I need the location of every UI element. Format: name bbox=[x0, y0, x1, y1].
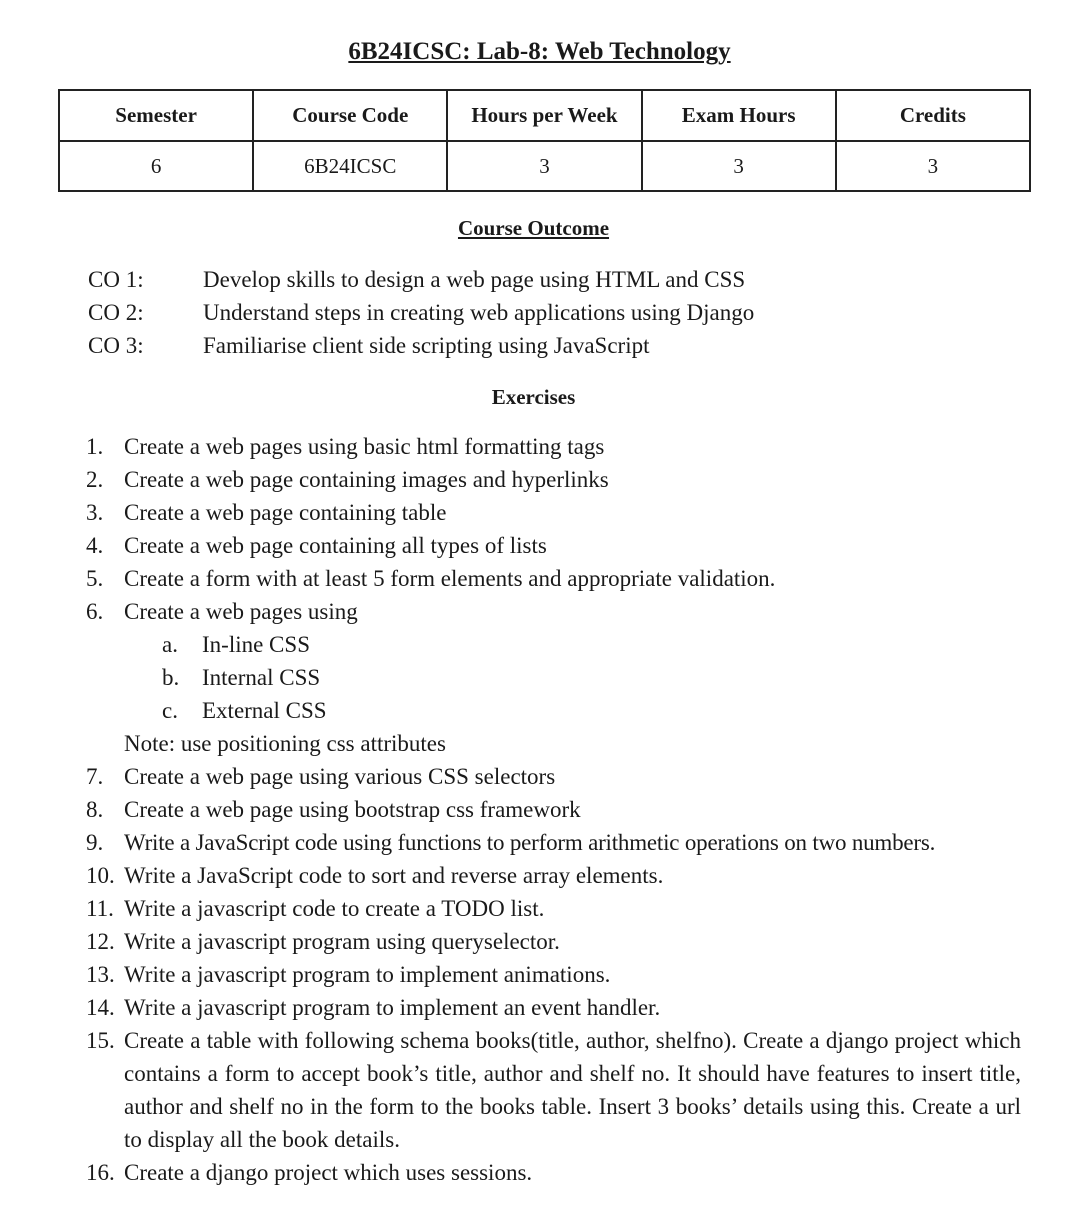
exercises-heading bbox=[0, 385, 1079, 410]
exercises-heading-text: Exercises bbox=[491, 385, 576, 409]
sub-list-item bbox=[86, 694, 1021, 727]
exercise-text: Write a JavaScript code to sort and reverse array elements. bbox=[124, 863, 664, 888]
exercise-text: Create a table with following schema books(title, author, shelfno). Create a django project which contains a form to accept book’s title, author and shelf no. It should have features to insert title, author and shelf no in the form to the books table. Insert 3 books’ details using this. Create a url to display all the book details. bbox=[124, 1028, 1021, 1152]
value-semester: 6 bbox=[59, 141, 253, 191]
list-item bbox=[86, 859, 1021, 892]
exercise-number: 11. bbox=[86, 896, 114, 921]
sub-list-item bbox=[86, 628, 1021, 661]
co-label: CO 1: bbox=[88, 266, 144, 292]
sub-item-text: Internal CSS bbox=[202, 665, 321, 690]
exercise-number: 5. bbox=[86, 566, 104, 591]
header-course-code: Course Code bbox=[253, 90, 447, 141]
exercise-number: 7. bbox=[86, 764, 104, 789]
list-item bbox=[86, 760, 1021, 793]
list-item bbox=[86, 595, 1021, 628]
course-outcome-heading-text: Course Outcome bbox=[457, 216, 610, 240]
sub-item-text: In-line CSS bbox=[202, 632, 310, 657]
exercise-text: Create a web page using various CSS selectors bbox=[124, 764, 556, 789]
list-item bbox=[88, 263, 754, 296]
list-item bbox=[88, 329, 754, 362]
page-title: 6B24ICSC: Lab-8: Web Technology bbox=[348, 38, 731, 65]
sub-item-letter: a. bbox=[162, 632, 178, 657]
exercise-note: Note: use positioning css attributes bbox=[124, 731, 446, 756]
exercise-number: 16. bbox=[86, 1160, 115, 1185]
exercise-number: 12. bbox=[86, 929, 115, 954]
header-exam-hours: Exam Hours bbox=[642, 90, 836, 141]
course-details-table bbox=[58, 89, 1031, 192]
list-item bbox=[86, 925, 1021, 958]
header-hours-per-week: Hours per Week bbox=[447, 90, 641, 141]
co-text: Understand steps in creating web applications using Django bbox=[203, 299, 755, 325]
sub-list-item bbox=[86, 661, 1021, 694]
exercise-list bbox=[86, 430, 1021, 1189]
exercise-number: 6. bbox=[86, 599, 104, 624]
value-hours-per-week: 3 bbox=[447, 141, 641, 191]
value-exam-hours: 3 bbox=[642, 141, 836, 191]
exercise-text: Create a web page containing all types of lists bbox=[124, 533, 547, 558]
list-item bbox=[88, 296, 754, 329]
exercise-text: Create a web pages using basic html formatting tags bbox=[124, 434, 605, 459]
value-course-code: 6B24ICSC bbox=[253, 141, 447, 191]
list-item bbox=[86, 430, 1021, 463]
exercise-text: Write a javascript code to create a TODO list. bbox=[124, 896, 545, 921]
exercise-text: Create a web page using bootstrap css framework bbox=[124, 797, 581, 822]
course-outcome-heading bbox=[0, 216, 1079, 241]
sub-item-text: External CSS bbox=[202, 698, 327, 723]
table-row bbox=[59, 141, 1030, 191]
exercise-number: 14. bbox=[86, 995, 115, 1020]
list-item bbox=[86, 991, 1021, 1024]
exercise-number: 4. bbox=[86, 533, 104, 558]
exercise-text: Create a form with at least 5 form elements and appropriate validation. bbox=[124, 566, 776, 591]
exercise-text: Create a web page containing images and hyperlinks bbox=[124, 467, 609, 492]
table-header-row bbox=[59, 90, 1030, 141]
sub-item-letter: b. bbox=[162, 665, 180, 690]
header-semester: Semester bbox=[59, 90, 253, 141]
exercise-text: Write a javascript program using queryselector. bbox=[124, 929, 560, 954]
exercise-text: Create a web pages using bbox=[124, 599, 358, 624]
list-item bbox=[86, 1024, 1021, 1156]
exercise-number: 1. bbox=[86, 434, 104, 459]
co-text: Develop skills to design a web page using HTML and CSS bbox=[203, 266, 746, 292]
exercise-number: 8. bbox=[86, 797, 104, 822]
exercise-number: 2. bbox=[86, 467, 104, 492]
list-item bbox=[86, 958, 1021, 991]
exercise-text: Write a JavaScript code using functions to perform arithmetic operations on two numbers. bbox=[124, 830, 936, 855]
list-item bbox=[86, 529, 1021, 562]
co-label: CO 3: bbox=[88, 332, 144, 358]
list-item bbox=[86, 463, 1021, 496]
exercise-number: 10. bbox=[86, 863, 115, 888]
list-item bbox=[86, 793, 1021, 826]
list-item bbox=[86, 1156, 1021, 1189]
co-label: CO 2: bbox=[88, 299, 144, 325]
exercise-text: Write a javascript program to implement an event handler. bbox=[124, 995, 661, 1020]
list-item bbox=[86, 562, 1021, 595]
exercise-number: 13. bbox=[86, 962, 115, 987]
exercise-text: Create a web page containing table bbox=[124, 500, 447, 525]
value-credits: 3 bbox=[836, 141, 1030, 191]
list-item bbox=[86, 826, 1021, 859]
exercise-number: 15. bbox=[86, 1028, 115, 1053]
list-item bbox=[86, 496, 1021, 529]
course-outcome-list bbox=[88, 263, 754, 362]
header-credits: Credits bbox=[836, 90, 1030, 141]
list-item bbox=[86, 892, 1021, 925]
sub-item-letter: c. bbox=[162, 698, 178, 723]
exercise-number: 3. bbox=[86, 500, 104, 525]
exercise-text: Create a django project which uses sessions. bbox=[124, 1160, 533, 1185]
exercise-number: 9. bbox=[86, 830, 104, 855]
co-text: Familiarise client side scripting using JavaScript bbox=[203, 332, 650, 358]
exercise-text: Write a javascript program to implement animations. bbox=[124, 962, 611, 987]
